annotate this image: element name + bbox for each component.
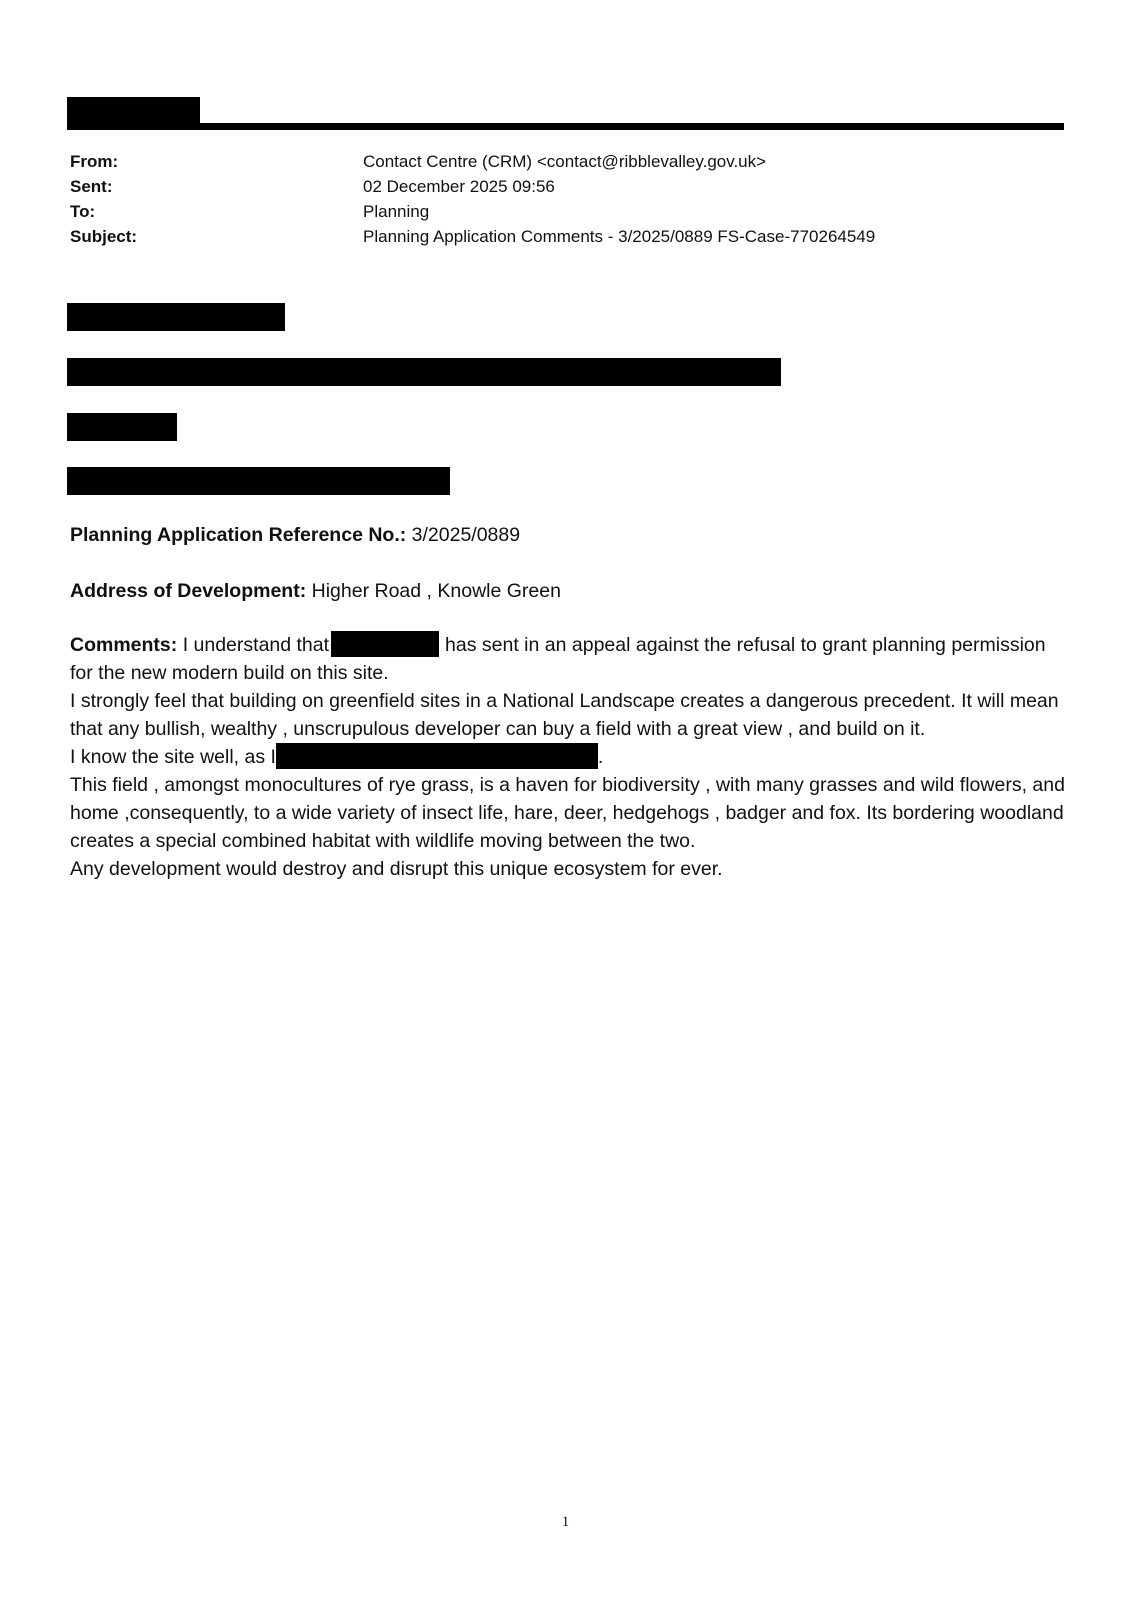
comments-paragraph-3: [70, 743, 1065, 771]
comments-part-2: has sent in an appeal against the refusal to grant planning permission for the new modern build on this site.: [70, 634, 1046, 684]
to-value: Planning: [363, 202, 430, 221]
page-number: 1: [561, 1514, 570, 1530]
comments-label: Comments:: [70, 634, 178, 656]
subject-row: [70, 224, 875, 249]
comments-para3-end: .: [597, 746, 604, 768]
comments-paragraph-2: I strongly feel that building on greenfield sites in a National Landscape creates a dangerous precedent. It will mean that any bullish, wealthy , unscrupulous developer can buy a field with a great view , and build on it.: [70, 690, 1059, 740]
redaction-block-2: [67, 358, 781, 386]
from-row: [70, 149, 875, 174]
address-value: Higher Road , Knowle Green: [311, 580, 561, 602]
comments-paragraph-5: Any development would destroy and disrupt this unique ecosystem for ever.: [70, 858, 723, 880]
redaction-block-3: [67, 413, 177, 441]
redaction-block-1: [67, 303, 285, 331]
from-value: Contact Centre (CRM) <contact@ribblevalley.gov.uk>: [363, 152, 767, 171]
inline-name-redaction: [331, 631, 439, 657]
subject-value: Planning Application Comments - 3/2025/0889 FS-Case-770264549: [363, 227, 876, 246]
header-rule: [67, 123, 1064, 130]
comments-paragraph-4: This field , amongst monocultures of rye grass, is a haven for biodiversity , with many grasses and wild flowers, and home ,consequently, to a wide variety of insect life, hare, deer, hedgehogs , badger and fox. Its bordering woodland creates a special combined habitat with wildlife moving between the two.: [70, 774, 1065, 852]
reference-value: 3/2025/0889: [411, 524, 521, 546]
email-header: [70, 149, 875, 249]
from-label: From:: [70, 152, 119, 171]
to-label: To:: [70, 202, 96, 221]
address-label: Address of Development:: [70, 580, 307, 602]
redaction-block-4: [67, 467, 450, 495]
comments-part-1: I understand that: [182, 634, 330, 656]
subject-label: Subject:: [70, 227, 138, 246]
comments-block: [70, 631, 1065, 883]
inline-detail-redaction: [276, 743, 598, 769]
reference-line: [70, 521, 1065, 549]
to-row: [70, 199, 875, 224]
sent-label: Sent:: [70, 177, 113, 196]
sent-value: 02 December 2025 09:56: [363, 177, 555, 196]
sent-row: [70, 174, 875, 199]
comments-para3-start: I know the site well, as I: [70, 746, 276, 768]
comments-paragraph-1: [70, 631, 1065, 687]
reference-label: Planning Application Reference No.:: [70, 524, 407, 546]
address-line: [70, 577, 1065, 605]
